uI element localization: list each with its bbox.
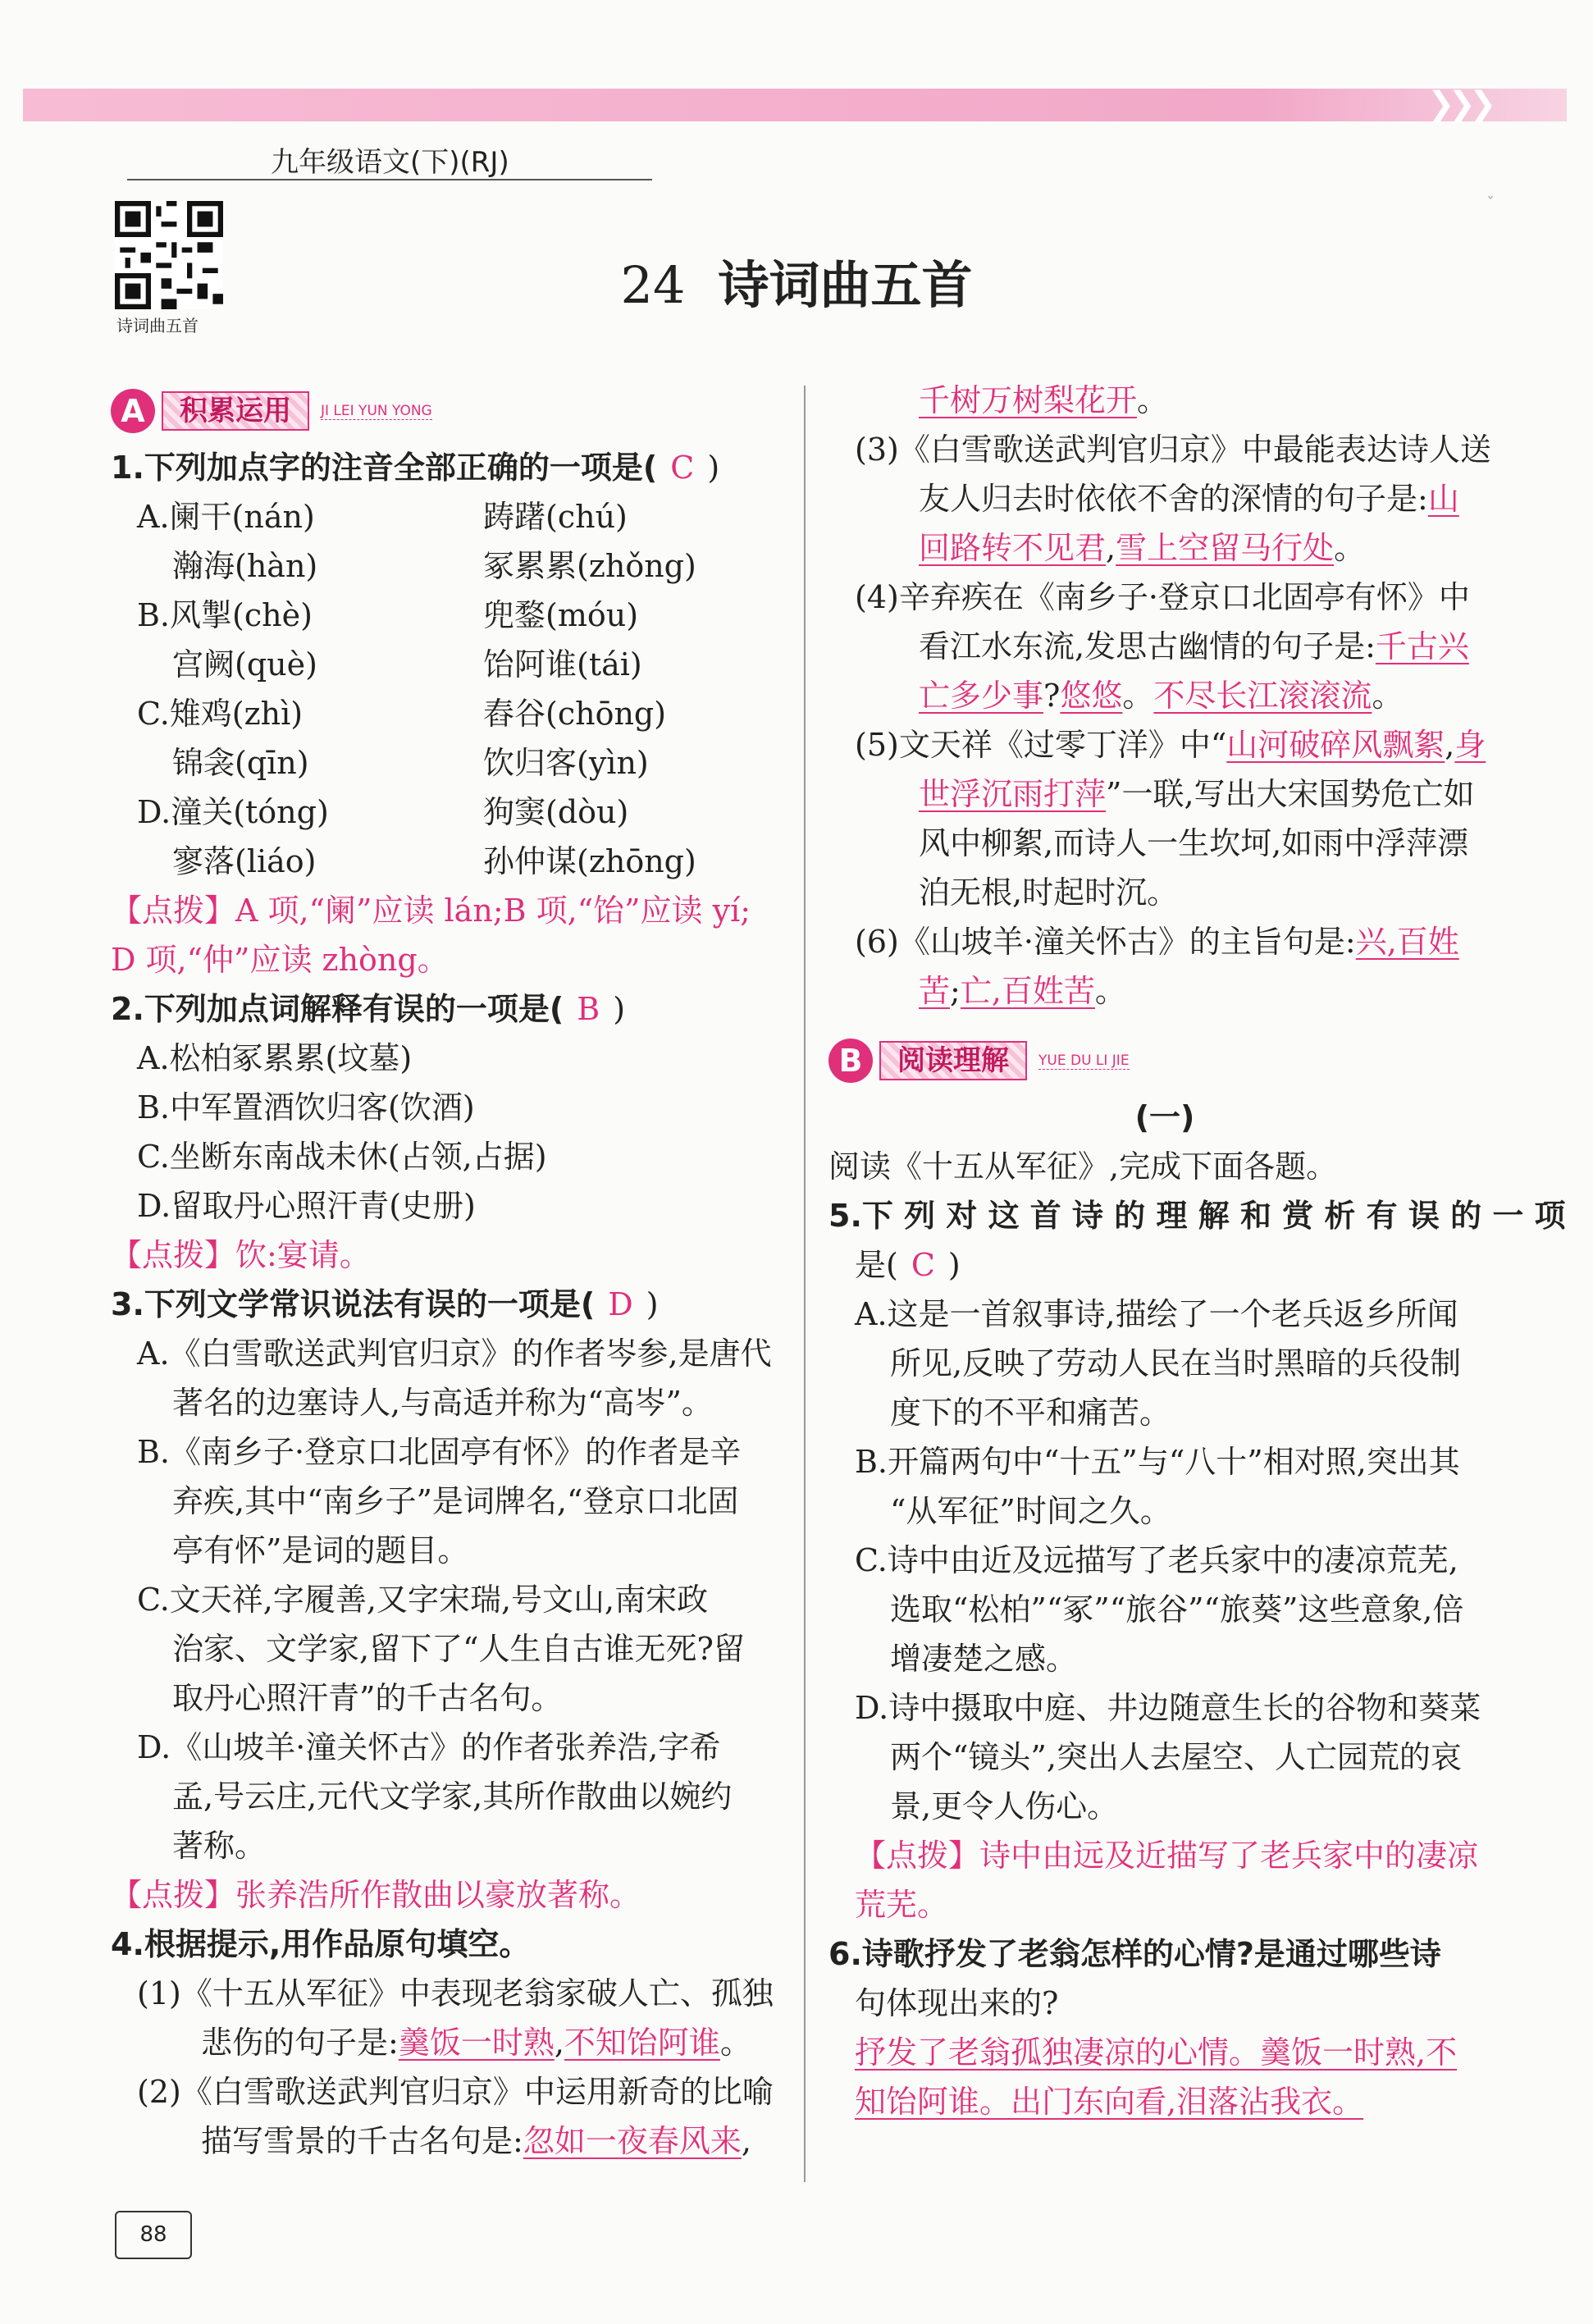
q2-option: D.留取丹心照汗青(史册) xyxy=(137,1188,476,1224)
q4-stem: 4.根据提示,用作品原句填空。 xyxy=(111,1926,531,1962)
right-column xyxy=(828,376,1566,2126)
q4-s3-answer-cont: 回路转不见君,雪上空留马行处。 xyxy=(919,530,1366,566)
header-band xyxy=(23,89,1567,121)
q4-s3-line: (3)《白雪歌送武判官归京》中最能表达诗人送 xyxy=(855,431,1491,468)
q5-line: 选取“松柏”“冢”“旅谷”“旅葵”这些意象,倍 xyxy=(890,1591,1464,1628)
qr-caption: 诗词曲五首 xyxy=(116,316,199,336)
q3-line: 治家、文学家,留下了“人生自古谁无死?留 xyxy=(172,1631,745,1667)
q4-s2-answer-cont: 千树万树梨花开。 xyxy=(919,382,1169,418)
q3-line: 孟,号云庄,元代文学家,其所作散曲以婉约 xyxy=(172,1778,733,1815)
section-b-pinyin: YUE DU LI JIE xyxy=(1038,1052,1130,1069)
q4-s5-line-3: 风中柳絮,而诗人一生坎坷,如雨中浮萍漂 xyxy=(919,825,1469,861)
q2-option: B.中军置酒饮归客(饮酒) xyxy=(137,1089,475,1125)
q1-option-row: 锦衾(qīn) 饮归客(yìn) xyxy=(172,745,649,781)
q1-option-row: A.阑干(nán) 踌躇(chú) xyxy=(137,499,628,535)
q5-line: 增凄楚之感。 xyxy=(890,1641,1078,1677)
q2-option: C.坐断东南战未休(占领,占据) xyxy=(137,1139,547,1175)
q1-option-row: B.风掣(chè) 兜鍪(móu) xyxy=(137,597,639,633)
chapter-number: 24 xyxy=(620,255,686,315)
q4-s5-line-4: 泊无根,时起时沉。 xyxy=(919,874,1179,911)
q5-tip-cont: 荒芜。 xyxy=(855,1887,949,1923)
chapter-name: 诗词曲五首 xyxy=(718,255,973,315)
q4-s1-line: (1)《十五从军征》中表现老翁家破人亡、孤独 xyxy=(137,1975,774,2011)
reading-part-title: (一) xyxy=(1134,1099,1195,1135)
q3-line: 亭有怀”是词的题目。 xyxy=(172,1532,469,1568)
reading-intro: 阅读《十五从军征》,完成下面各题。 xyxy=(828,1148,1338,1185)
column-divider xyxy=(804,386,806,2182)
q3-tip: 【点拨】张养浩所作散曲以豪放著称。 xyxy=(111,1877,641,1913)
page-number: 88 xyxy=(115,2211,192,2259)
q3-line: D.《山坡羊·潼关怀古》的作者张养浩,字希 xyxy=(137,1729,721,1765)
q5-line: 两个“镜头”,突出人去屋空、人亡园荒的哀 xyxy=(890,1739,1462,1775)
q4-s5-line-2: 世浮沉雨打萍”一联,写出大宋国势危亡如 xyxy=(919,776,1475,812)
q1-option-row: 寥落(liáo) 孙仲谋(zhōng) xyxy=(172,843,696,879)
q2-stem: 2.下列加点词解释有误的一项是( B ) xyxy=(111,991,626,1027)
q6-stem-cont: 句体现出来的? xyxy=(855,1985,1059,2021)
q5-tip: 【点拨】诗中由远及近描写了老兵家中的凄凉 xyxy=(855,1838,1479,1874)
q3-line: 取丹心照汗青”的千古名句。 xyxy=(172,1680,563,1716)
q5-stem: 5.下 列 对 这 首 诗 的 理 解 和 赏 析 有 误 的 一 项 xyxy=(828,1198,1566,1234)
q4-s4-answer-cont: 亡多少事?悠悠。不尽长江滚滚流。 xyxy=(919,678,1404,714)
q5-stem-cont: 是( C ) xyxy=(855,1247,961,1283)
chapter-title xyxy=(0,244,1593,317)
q6-stem: 6.诗歌抒发了老翁怎样的心情?是通过哪些诗 xyxy=(828,1936,1441,1972)
section-a-badge: A xyxy=(111,389,155,433)
q4-s6-line: (6)《山坡羊·潼关怀古》的主旨句是:兴,百姓 xyxy=(855,924,1459,960)
q5-line: 景,更令人伤心。 xyxy=(890,1788,1119,1824)
q5-line: D.诗中摄取中庭、井边随意生长的谷物和葵菜 xyxy=(855,1690,1481,1726)
q1-option-row: 宫阙(què) 饴阿谁(tái) xyxy=(172,646,642,683)
q6-answer-cont: 知饴阿谁。出门东向看,泪落沾我衣。 xyxy=(855,2084,1364,2120)
q1-stem: 1.下列加点字的注音全部正确的一项是( C ) xyxy=(111,450,720,486)
q1-option-row: D.潼关(tóng) 狗窦(dòu) xyxy=(137,794,629,830)
q5-line: B.开篇两句中“十五”与“八十”相对照,突出其 xyxy=(855,1444,1460,1480)
q4-s1-answer: 悲伤的句子是:羹饭一时熟,不知饴阿谁。 xyxy=(201,2025,751,2061)
corner-mark: ˇ xyxy=(1486,194,1495,213)
q3-line: C.文天祥,字履善,又字宋瑞,号文山,南宋政 xyxy=(137,1582,709,1618)
header-divider xyxy=(127,179,652,180)
q2-option: A.松柏冢累累(坟墓) xyxy=(137,1040,413,1076)
q3-line: B.《南乡子·登京口北固亭有怀》的作者是辛 xyxy=(137,1434,742,1470)
q3-line: 著名的边塞诗人,与高适并称为“高岑”。 xyxy=(172,1385,713,1421)
left-column xyxy=(111,377,783,2166)
q5-line: A.这是一首叙事诗,描绘了一个老兵返乡所闻 xyxy=(855,1296,1458,1332)
q5-line: 所见,反映了劳动人民在当时黑暗的兵役制 xyxy=(890,1345,1462,1381)
q2-tip: 【点拨】饮:宴请。 xyxy=(111,1237,371,1273)
q3-stem: 3.下列文学常识说法有误的一项是( D ) xyxy=(111,1286,659,1322)
q6-answer: 抒发了老翁孤独凄凉的心情。羹饭一时熟,不 xyxy=(855,2034,1458,2071)
section-b-label: 阅读理解 xyxy=(879,1041,1027,1080)
q5-line: “从军征”时间之久。 xyxy=(890,1493,1171,1529)
section-a-pinyin: JI LEI YUN YONG xyxy=(321,402,432,419)
q4-s2-line: (2)《白雪歌送武判官归京》中运用新奇的比喻 xyxy=(137,2074,774,2110)
q1-tip: 【点拨】A 项,“阑”应读 lán;B 项,“饴”应读 yí; xyxy=(111,893,751,929)
section-a-header xyxy=(111,382,783,440)
q5-line: 度下的不平和痛苦。 xyxy=(890,1395,1171,1431)
chevron-decoration-icon: ❯❯❯ xyxy=(1427,85,1490,123)
q3-line: 著称。 xyxy=(172,1828,267,1864)
book-title: 九年级语文(下)(RJ) xyxy=(271,146,509,179)
q4-s3-answer: 友人归去时依依不舍的深情的句子是:山 xyxy=(919,481,1459,517)
q4-s2-answer: 描写雪景的千古名句是:忽如一夜春风来, xyxy=(201,2123,751,2159)
q1-option-row: C.雉鸡(zhì) 舂谷(chōng) xyxy=(137,696,667,732)
q5-line: C.诗中由近及远描写了老兵家中的凄凉荒芜, xyxy=(855,1542,1458,1578)
q1-option-row: 瀚海(hàn) 冢累累(zhǒng) xyxy=(172,548,696,584)
q4-s5-line: (5)文天祥《过零丁洋》中“山河破碎风飘絮,身 xyxy=(855,727,1486,763)
q4-s4-line: (4)辛弃疾在《南乡子·登京口北固亭有怀》中 xyxy=(855,579,1470,615)
q3-line: 弃疾,其中“南乡子”是词牌名,“登京口北固 xyxy=(172,1483,739,1519)
q4-s6-answer: 苦;亡,百姓苦。 xyxy=(919,973,1126,1009)
q3-line: A.《白雪歌送武判官归京》的作者岑参,是唐代 xyxy=(137,1336,772,1372)
q1-tip: D 项,“仲”应读 zhòng。 xyxy=(111,942,449,978)
q4-s4-answer: 看江水东流,发思古幽情的句子是:千古兴 xyxy=(919,628,1469,664)
section-b-header xyxy=(828,1032,1501,1089)
section-a-label: 积累运用 xyxy=(162,391,309,431)
section-b-badge: B xyxy=(828,1039,873,1083)
